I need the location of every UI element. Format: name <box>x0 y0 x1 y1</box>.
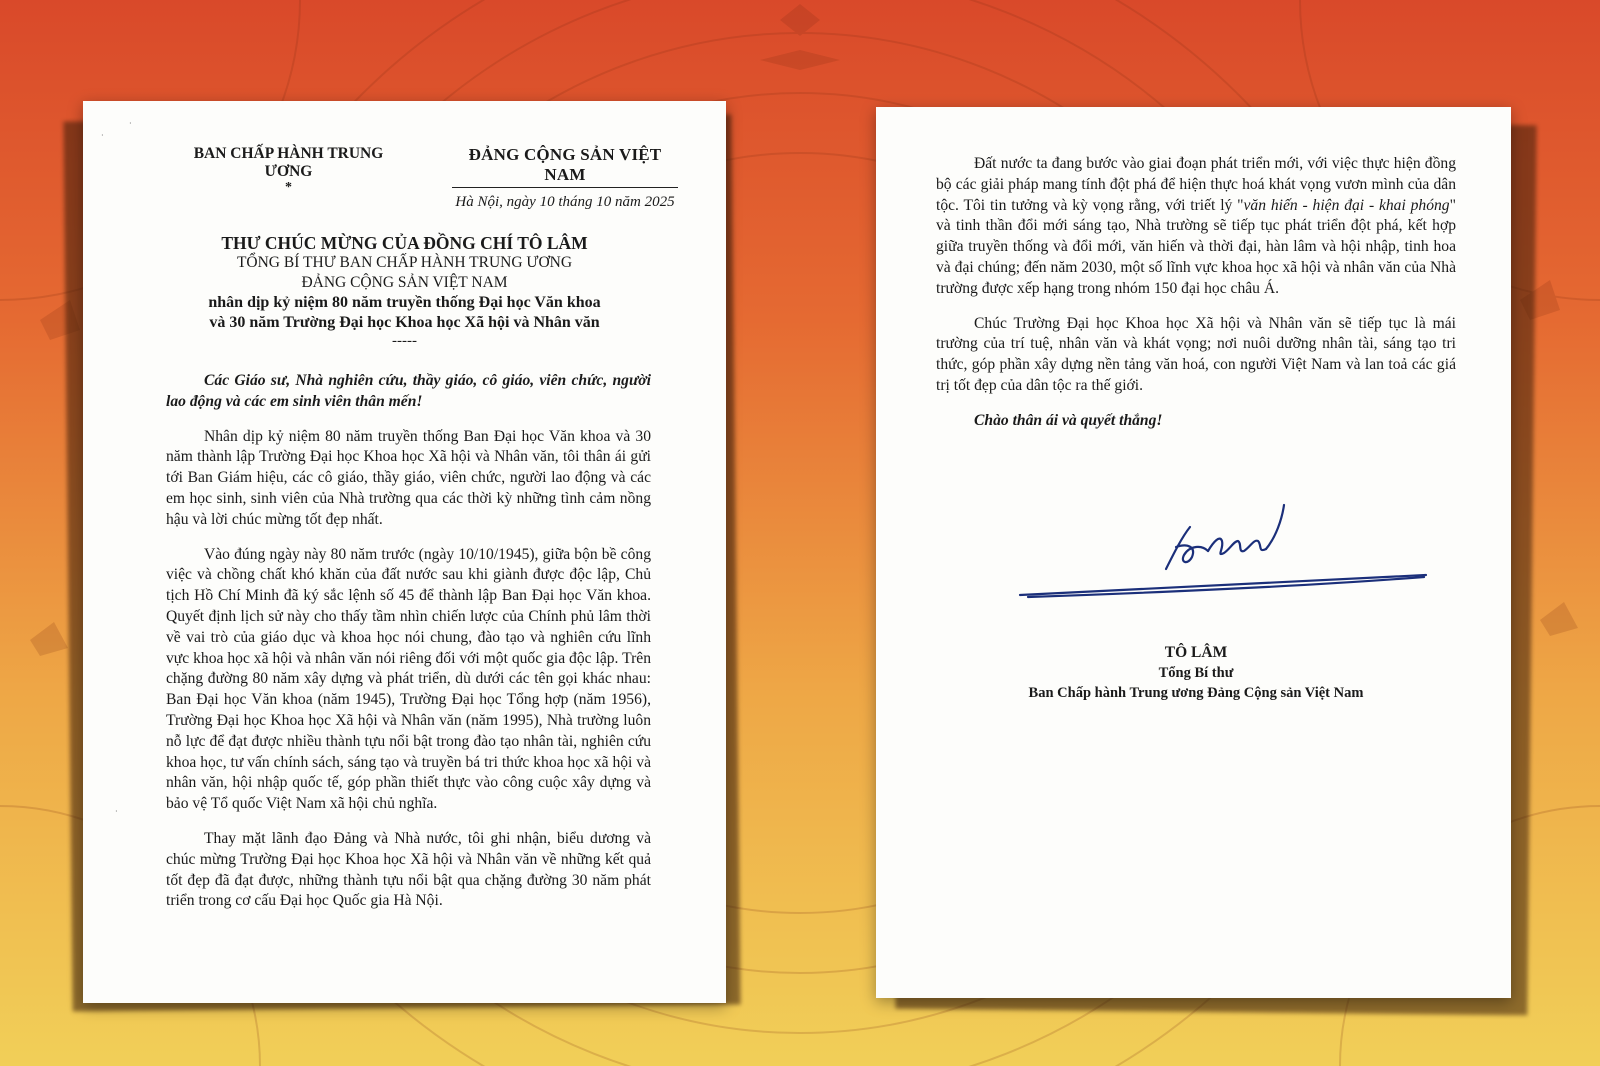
header-right <box>451 145 679 211</box>
occasion-line-2: và 30 năm Trường Đại học Khoa học Xã hội và Nhân văn <box>209 314 600 331</box>
paragraph-4 <box>936 154 1456 300</box>
header-left <box>171 145 406 193</box>
handwritten-signature-icon <box>1016 497 1436 607</box>
paragraph-4-end: " và tinh thần đổi mới sáng tạo, Nhà trường sẽ tiếp tục phát triển đột phá, kết hợp giữa truyền thống và đổi mới, văn hiến và thời đại, hàn lâm và hội nhập, tinh hoa và đại chúng; đến năm 2030, một số lĩnh vực khoa học xã hội và nhân văn của Nhà trường được xếp hạng trong nhóm 150 đại học châu Á. <box>936 196 1456 297</box>
signer-title: Tổng Bí thư <box>1158 665 1234 681</box>
paragraph-2: Vào đúng ngày này 80 năm trước (ngày 10/10/1945), giữa bộn bề công việc và chồng chất khó khăn của đất nước sau khi giành được độc lập, Chủ tịch Hồ Chí Minh đã ký sắc lệnh số 45 để thành lập Ban Đại học Văn khoa. Quyết định lịch sử này cho thấy tầm nhìn chiến lược của Chính phủ lâm thời về vai trò của giáo dục và khoa học nói chung, đào tạo và nghiên cứu lĩnh vực khoa học xã hội và nhân văn nói riêng đối với một quốc gia độc lập. Trên chặng đường 80 năm xây dựng và phát triển, dù dưới các tên gọi khác nhau: Ban Đại học Văn khoa (năm 1945), Trường Đại học Tổng hợp (năm 1956), Trường Đại học Khoa học Xã hội và Nhân văn (năm 1995), Nhà trường luôn nỗ lực để đạt được nhiều thành tựu nổi bật trong đào tạo nhân tài, nghiên cứu khoa học, tư vấn chính sách, sáng tạo và truyền bá tri thức khoa học xã hội và nhân văn, hội nhập quốc tế, góp phần thiết thực vào công cuộc xây dựng và bảo vệ Tổ quốc Việt Nam xã hội chủ nghĩa. <box>166 545 652 813</box>
paper-speck: · <box>115 807 118 816</box>
party-heading-underline <box>452 187 678 188</box>
letter-title-block <box>143 233 666 349</box>
paper-speck: · <box>129 119 132 128</box>
signer-name: TÔ LÂM <box>1164 644 1228 661</box>
paper-speck: · <box>101 131 104 140</box>
signer-organization: Ban Chấp hành Trung ương Đảng Cộng sản Việt Nam <box>1028 685 1364 701</box>
party-heading: ĐẢNG CỘNG SẢN VIỆT NAM <box>468 145 662 184</box>
closing-line: Chào thân ái và quyết thắng! <box>974 411 1163 429</box>
occasion-line-1: nhân dịp kỷ niệm 80 năm truyền thống Đại học Văn khoa <box>208 294 601 311</box>
paragraph-1: Nhân dịp kỷ niệm 80 năm truyền thống Ban Đại học Văn khoa và 30 năm thành lập Trường Đại học Khoa học Xã hội và Nhân văn, tôi thân ái gửi tới Ban Giám hiệu, các cô giáo, thầy giáo, viên chức, người lao động và các em học sinh, sinh viên của Nhà trường qua các thời kỳ những tình cảm nồng hậu và lời chúc mừng tốt đẹp nhất. <box>166 427 651 528</box>
paragraph-4-start: Đất nước ta đang bước vào giai đoạn phát triển mới, với việc thực hiện đồng bộ các giải pháp mang tính đột phá để hiện thực hoá khát vọng vươn mình của dân tộc. Tôi tin tưởng và kỳ vọng rằng, với triết lý " <box>936 155 1456 214</box>
letter-body-page-1 <box>166 371 651 926</box>
letter-title: THƯ CHÚC MỪNG CỦA ĐỒNG CHÍ TÔ LÂM <box>221 233 588 253</box>
paragraph-3: Thay mặt lãnh đạo Đảng và Nhà nước, tôi ghi nhận, biểu dương và chúc mừng Trường Đại học Khoa học Xã hội và Nhân văn về những kết quả tốt đẹp đã đạt được, những thành tựu nổi bật qua chặng đường 30 năm phát triển trong cơ cấu Đại học Quốc gia Hà Nội. <box>166 829 651 910</box>
letter-body-page-2 <box>936 154 1456 446</box>
title-separator: ----- <box>392 333 417 349</box>
header-star: * <box>285 180 292 195</box>
central-committee-heading: BAN CHẤP HÀNH TRUNG ƯƠNG <box>193 145 384 180</box>
letter-subtitle-1: TỔNG BÍ THƯ BAN CHẤP HÀNH TRUNG ƯƠNG <box>236 254 573 271</box>
signature-block <box>976 643 1416 703</box>
paragraph-5: Chúc Trường Đại học Khoa học Xã hội và Nhân văn sẽ tiếp tục là mái trường của trí tuệ, nhân văn và khát vọng; nơi nuôi dưỡng nhân tài, sáng tạo tri thức, góp phần xây dựng nền tảng văn hoá, con người Việt Nam và lan toả các giá trị tốt đẹp của dân tộc ra thế giới. <box>936 314 1456 394</box>
motto: văn hiến - hiện đại - khai phóng <box>1243 196 1450 214</box>
date-line: Hà Nội, ngày 10 tháng 10 năm 2025 <box>455 194 675 210</box>
letter-page-2 <box>876 107 1511 998</box>
greeting: Các Giáo sư, Nhà nghiên cứu, thầy giáo, cô giáo, viên chức, người lao động và các em sinh viên thân mến! <box>166 372 651 410</box>
letter-page-1 <box>83 101 726 1003</box>
letter-subtitle-2: ĐẢNG CỘNG SẢN VIỆT NAM <box>301 274 508 291</box>
